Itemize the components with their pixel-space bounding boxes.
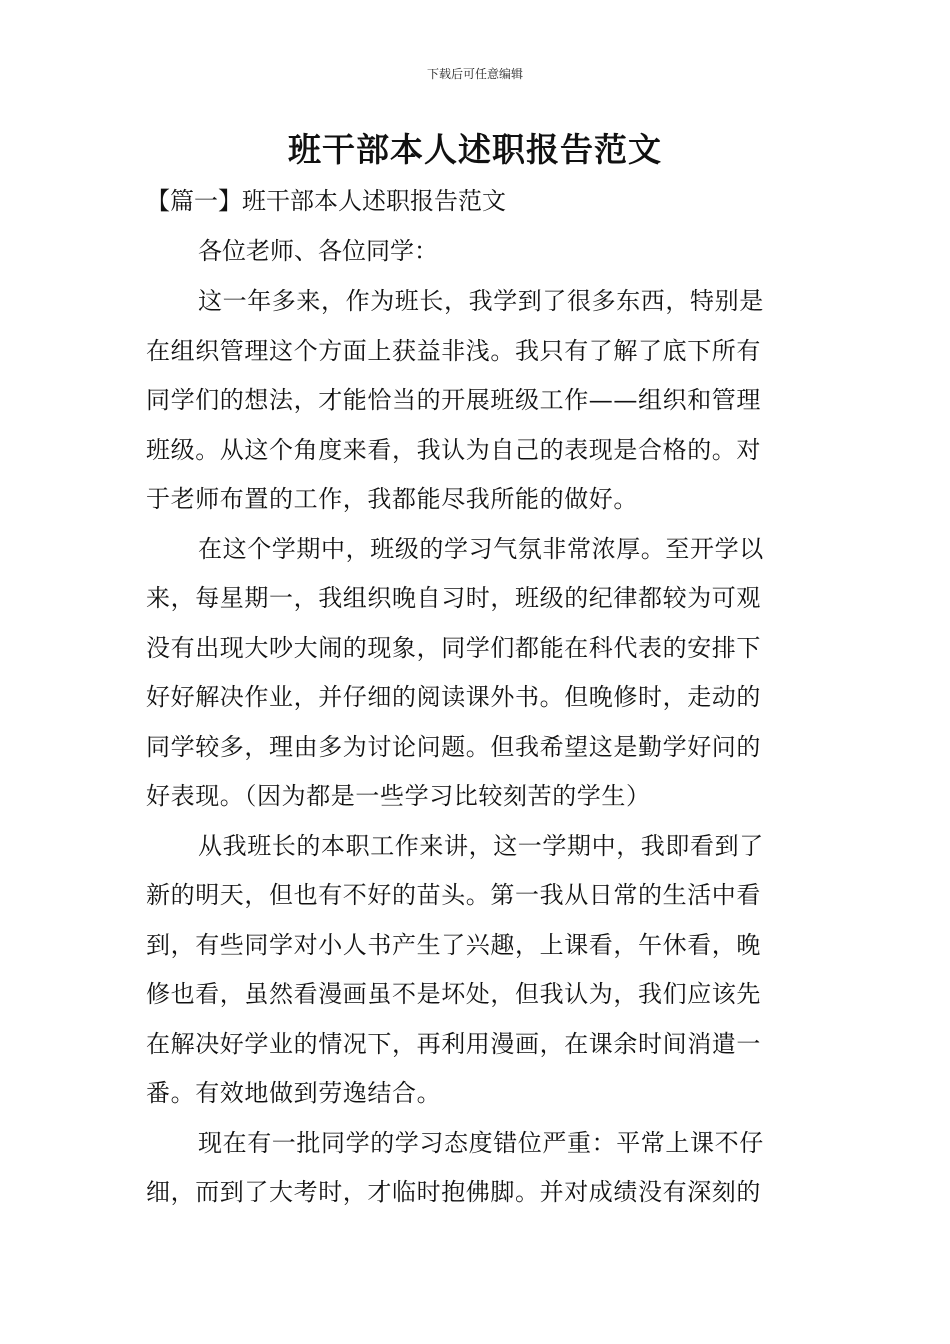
paragraph [146, 822, 806, 1119]
paragraph [146, 1119, 806, 1218]
paragraph-line: 这一年多来，作为班长，我学到了很多东西，特别是 [198, 287, 764, 315]
section-heading: 【篇一】班干部本人述职报告范文 [146, 187, 506, 215]
paragraph-line: 在解决好学业的情况下，再利用漫画，在课余时间消遣一 [146, 1029, 761, 1058]
paragraph-line: 同学们的想法，才能恰当的开展班级工作——组织和管理 [146, 386, 761, 414]
paragraph-line: 于老师布置的工作，我都能尽我所能的做好。 [146, 485, 638, 513]
paragraph-line: 现在有一批同学的学习态度错位严重：平常上课不仔 [198, 1128, 764, 1157]
paragraph-line: 细，而到了大考时，才临时抱佛脚。并对成绩没有深刻的 [146, 1178, 761, 1206]
paragraph-line: 到，有些同学对小人书产生了兴趣，上课看，午休看，晚 [146, 930, 761, 959]
paragraph-line: 好表现。（因为都是一些学习比较刻苦的学生） [146, 782, 651, 810]
document-body [146, 177, 806, 1218]
header-note: 下载后可任意编辑 [426, 67, 523, 81]
paragraph-line: 在组织管理这个方面上获益非浅。我只有了解了底下所有 [146, 336, 761, 365]
paragraph-line: 同学较多，理由多为讨论问题。但我希望这是勤学好问的 [146, 732, 761, 761]
paragraph [146, 525, 806, 822]
paragraph-line: 新的明天，但也有不好的苗头。第一我从日常的生活中看 [146, 881, 761, 909]
paragraph-line: 来，每星期一，我组织晚自习时，班级的纪律都较为可观 [146, 584, 761, 612]
document-title: 班干部本人述职报告范文 [288, 130, 662, 169]
paragraph-line: 修也看，虽然看漫画虽不是坏处，但我认为，我们应该先 [146, 980, 761, 1008]
greeting: 各位老师、各位同学： [198, 237, 438, 265]
paragraph-line: 在这个学期中，班级的学习气氛非常浓厚。至开学以 [198, 534, 764, 563]
paragraph-line: 番。有效地做到劳逸结合。 [146, 1079, 442, 1107]
paragraph-line: 好好解决作业，并仔细的阅读课外书。但晚修时，走动的 [146, 683, 761, 711]
paragraph-line: 班级。从这个角度来看，我认为自己的表现是合格的。对 [146, 435, 761, 464]
paragraph [146, 277, 806, 525]
paragraph-line: 没有出现大吵大闹的现象，同学们都能在科代表的安排下 [146, 633, 761, 662]
paragraph-line: 从我班长的本职工作来讲，这一学期中，我即看到了 [198, 831, 764, 860]
